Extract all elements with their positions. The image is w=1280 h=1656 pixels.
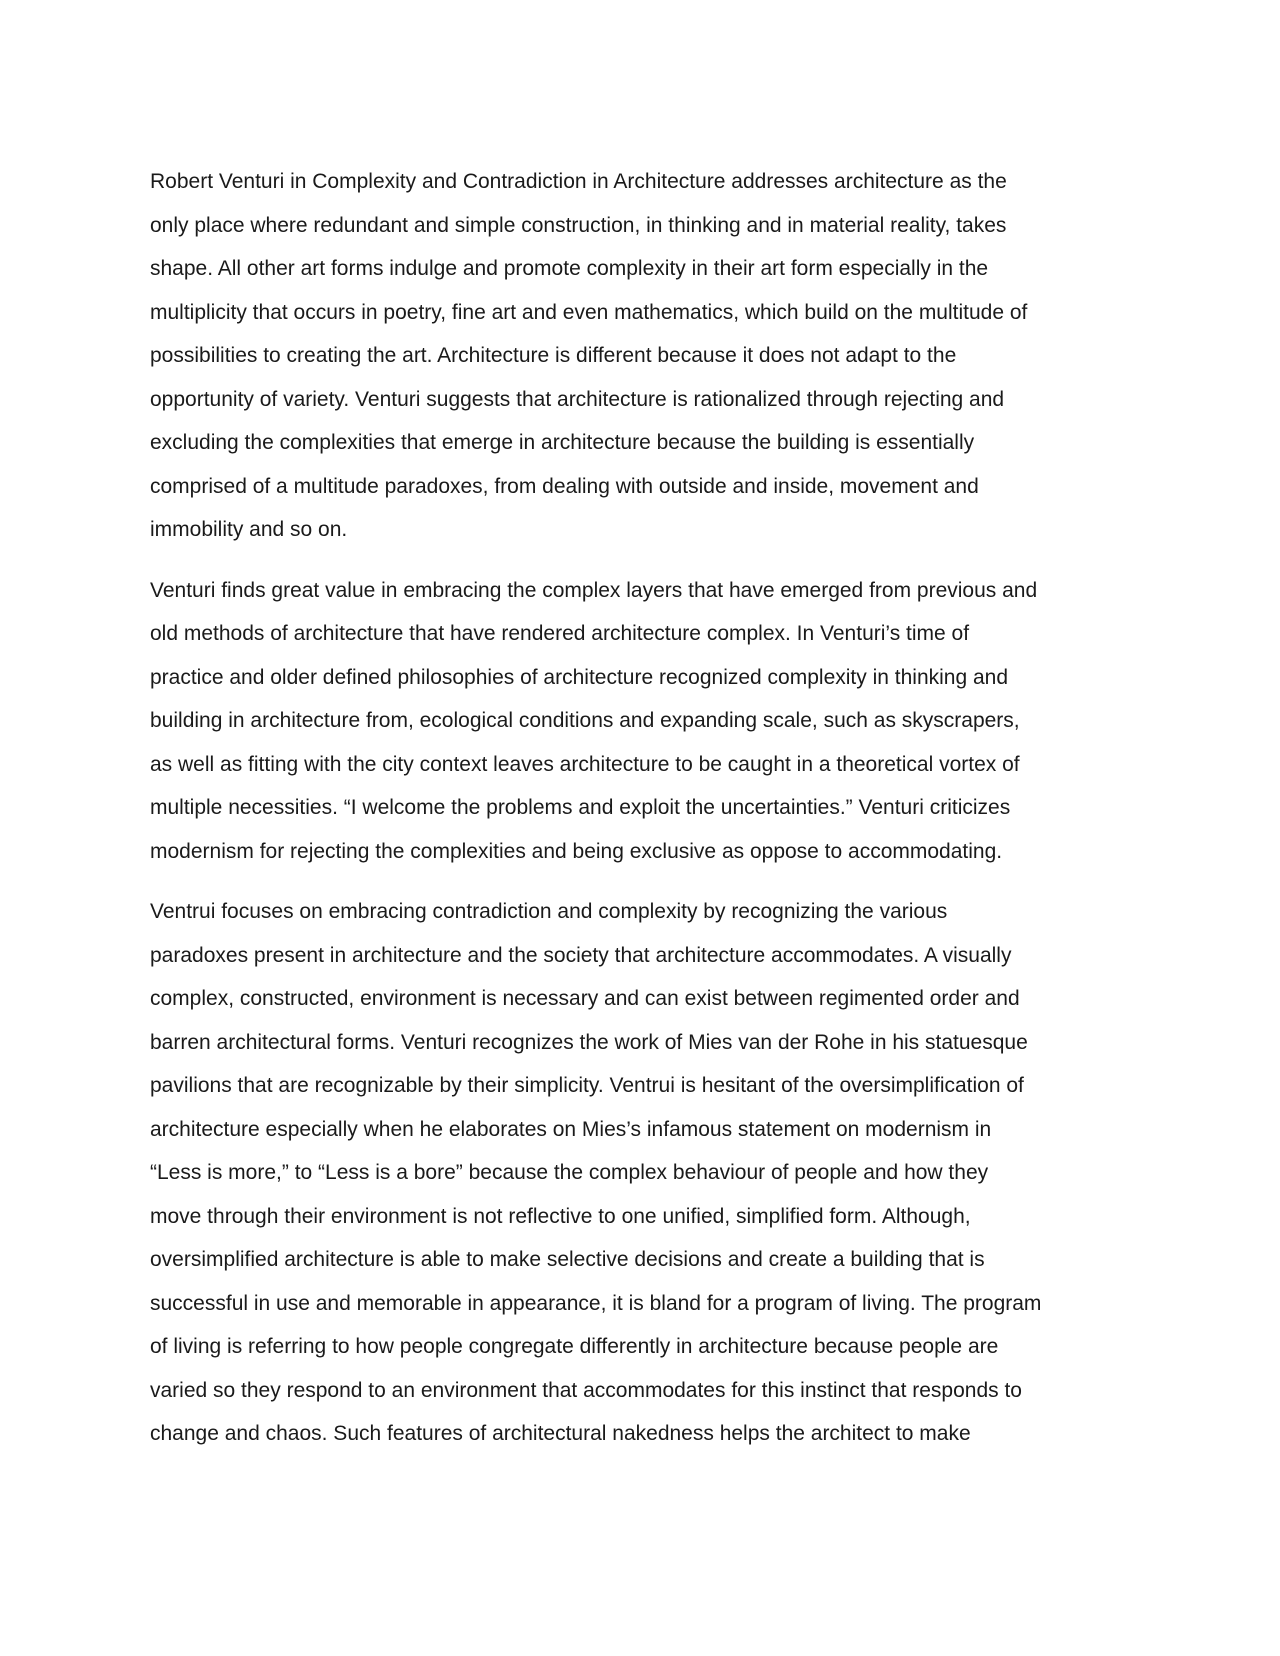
text-line: excluding the complexities that emerge in architecture because the building is essentially	[150, 431, 975, 454]
text-line: barren architectural forms. Venturi recognizes the work of Mies van der Rohe in his statuesque	[150, 1030, 1028, 1054]
text-line: Ventrui focuses on embracing contradiction and complexity by recognizing the various	[150, 900, 948, 923]
text-line: paradoxes present in architecture and the society that architecture accommodates. A visually	[150, 943, 1012, 967]
body-text	[150, 160, 1130, 1456]
paragraph-3	[150, 890, 1130, 1456]
text-line: Venturi finds great value in embracing the complex layers that have emerged from previous and	[150, 578, 1038, 602]
text-line: opportunity of variety. Venturi suggests that architecture is rationalized through rejecting and	[150, 387, 1005, 411]
text-line: successful in use and memorable in appearance, it is bland for a program of living. The program	[150, 1291, 1042, 1315]
text-line: move through their environment is not reflective to one unified, simplified form. Although,	[150, 1204, 971, 1228]
text-line: Robert Venturi in Complexity and Contradiction in Architecture addresses architecture as the	[150, 170, 1007, 193]
text-line: multiplicity that occurs in poetry, fine art and even mathematics, which build on the multitude of	[150, 300, 1028, 324]
text-line: of living is referring to how people congregate differently in architecture because people are	[150, 1335, 999, 1358]
text-line: possibilities to creating the art. Architecture is different because it does not adapt to the	[150, 344, 957, 367]
text-line: change and chaos. Such features of architectural nakedness helps the architect to make	[150, 1422, 971, 1445]
text-line: varied so they respond to an environment that accommodates for this instinct that responds to	[150, 1378, 1022, 1402]
text-line: immobility and so on.	[150, 518, 348, 541]
text-line: “Less is more,” to “Less is a bore” because the complex behaviour of people and how they	[150, 1161, 989, 1184]
text-line: pavilions that are recognizable by their simplicity. Ventrui is hesitant of the oversimplification of	[150, 1074, 1024, 1097]
text-line: comprised of a multitude paradoxes, from dealing with outside and inside, movement and	[150, 474, 979, 498]
text-line: multiple necessities. “I welcome the problems and exploit the uncertainties.” Venturi criticizes	[150, 796, 1011, 819]
text-line: old methods of architecture that have rendered architecture complex. In Venturi’s time of	[150, 622, 970, 645]
text-line: shape. All other art forms indulge and promote complexity in their art form especially in the	[150, 257, 989, 280]
text-line: practice and older defined philosophies of architecture recognized complexity in thinking and	[150, 665, 1009, 689]
text-line: as well as fitting with the city context leaves architecture to be caught in a theoretical vortex of	[150, 752, 1020, 776]
text-line: complex, constructed, environment is necessary and can exist between regimented order and	[150, 987, 1020, 1010]
text-line: architecture especially when he elaborates on Mies’s infamous statement on modernism in	[150, 1117, 992, 1141]
paragraph-2	[150, 569, 1130, 874]
paragraph-1	[150, 160, 1130, 552]
text-line: building in architecture from, ecological conditions and expanding scale, such as skyscrapers,	[150, 709, 1020, 732]
text-line: oversimplified architecture is able to make selective decisions and create a building that is	[150, 1248, 985, 1271]
text-line: only place where redundant and simple construction, in thinking and in material reality, takes	[150, 213, 1007, 237]
text-line: modernism for rejecting the complexities and being exclusive as oppose to accommodating.	[150, 839, 1003, 863]
